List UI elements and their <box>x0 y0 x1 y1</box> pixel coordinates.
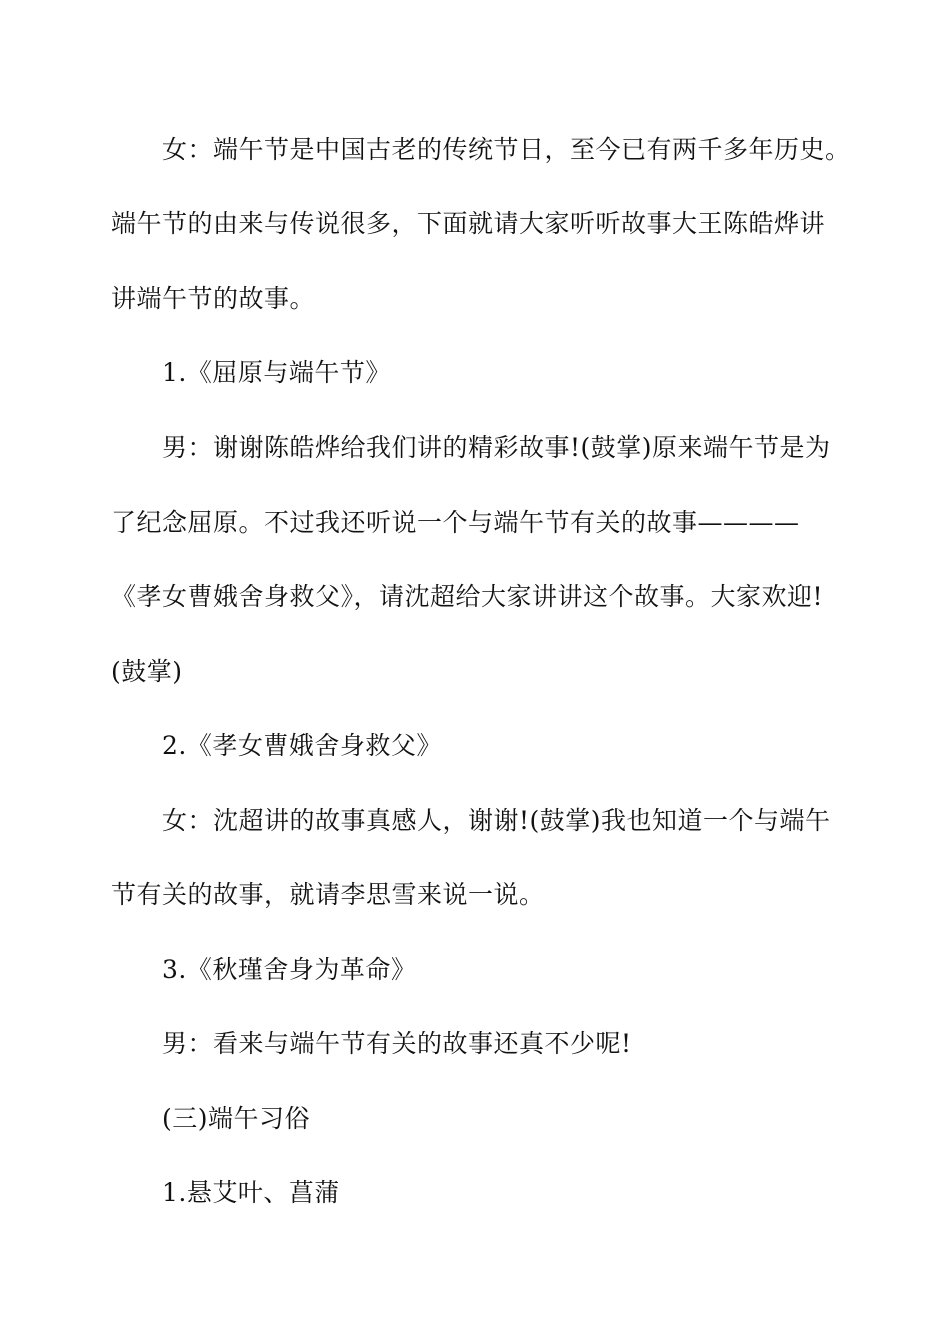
paragraph-line: (鼓掌) <box>111 657 183 686</box>
paragraph-line: 男：看来与端午节有关的故事还真不少呢! <box>162 1029 632 1058</box>
paragraph-line: 女：端午节是中国古老的传统节日，至今已有两千多年历史。 <box>162 135 851 164</box>
paragraph-line: 男：谢谢陈皓烨给我们讲的精彩故事!(鼓掌)原来端午节是为 <box>162 433 831 462</box>
section-heading: (三)端午习俗 <box>162 1104 311 1133</box>
paragraph-line: 讲端午节的故事。 <box>111 284 316 313</box>
section-heading: 3.《秋瑾舍身为革命》 <box>162 955 417 984</box>
paragraph-line: 了纪念屈原。不过我还听说一个与端午节有关的故事———— <box>111 508 800 537</box>
paragraph-line: 节有关的故事，就请李思雪来说一说。 <box>111 880 545 909</box>
paragraph-line: 《孝女曹娥舍身救父》，请沈超给大家讲讲这个故事。大家欢迎! <box>111 582 824 611</box>
section-heading: 1.《屈原与端午节》 <box>162 358 391 387</box>
paragraph-line: 女：沈超讲的故事真感人，谢谢!(鼓掌)我也知道一个与端午 <box>162 806 831 835</box>
section-heading: 2.《孝女曹娥舍身救父》 <box>162 731 442 760</box>
list-item: 1.悬艾叶、菖蒲 <box>162 1178 340 1207</box>
paragraph-line: 端午节的由来与传说很多，下面就请大家听听故事大王陈皓烨讲 <box>111 209 826 238</box>
